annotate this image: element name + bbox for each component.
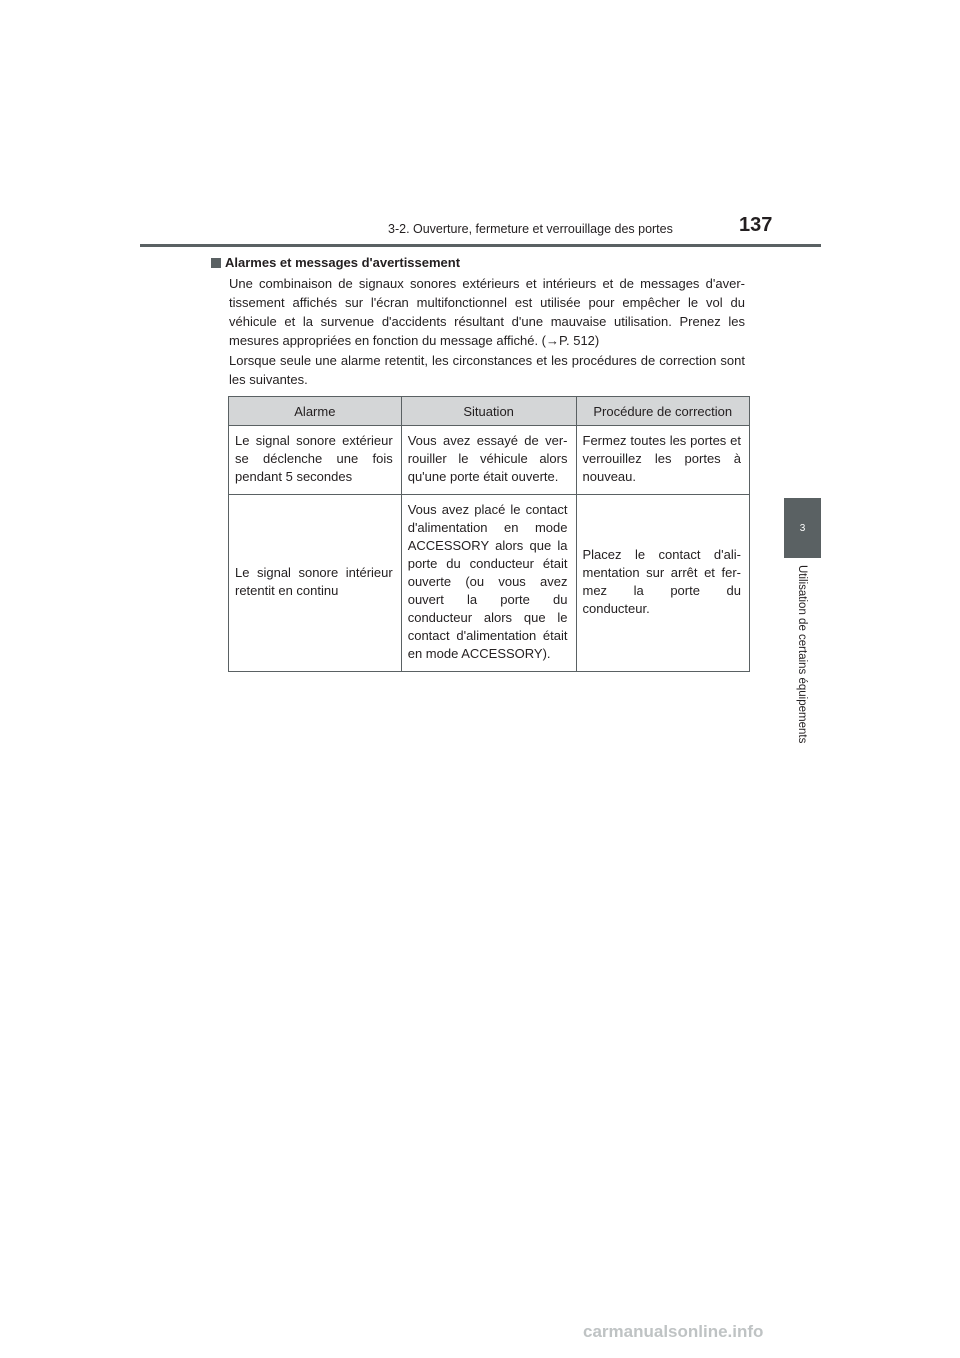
table-header-row: [229, 397, 750, 426]
table-cell-alarm: Le signal sonore extérieur se déclenche une fois pendant 5 secondes: [229, 426, 402, 495]
table-cell-procedure: Fermez toutes les portes et verrouillez les portes à nouveau.: [576, 426, 750, 495]
chapter-title: Utilisation de certains équipements: [796, 565, 808, 744]
column-header-alarm: Alarme: [229, 397, 402, 426]
table-cell-situation: Vous avez essayé de verrouiller le véhicule alors qu'une porte était ouverte.: [401, 426, 576, 495]
column-header-situation: Situation: [401, 397, 576, 426]
section-title: 3-2. Ouverture, fermeture et verrouillage des portes: [388, 222, 673, 236]
intro-paragraph: Une combinaison de signaux sonores extérieurs et intérieurs et de messages d'avertissement affichés sur l'écran multifonctionnel est utilisée pour empêcher le vol du véhicule et la survenue d'accidents résultant d'une mauvaise utilisation. Prenez les mesures appropriées en fonction du message affiché. (→P. 512): [229, 276, 745, 348]
bullet-square-icon: [211, 258, 221, 268]
page-number: 137: [739, 214, 773, 236]
table-cell-situation: Vous avez placé le contact d'alimentation en mode ACCESSORY alors que la porte du conducteur était ouverte (ou vous avez ouvert la porte du conducteur alors que le contact d'alimentation était en mode ACCESSORY).: [401, 495, 576, 672]
table-cell-alarm: Le signal sonore intérieur retentit en continu: [229, 495, 402, 672]
section-heading: [211, 255, 460, 270]
section-heading-text: Alarmes et messages d'avertissement: [225, 255, 461, 270]
chapter-number: 3: [799, 522, 806, 534]
column-header-procedure: Procédure de correction: [576, 397, 750, 426]
table-row: [229, 495, 750, 672]
watermark: carmanualsonline.info: [583, 1322, 764, 1341]
table-intro-paragraph: Lorsque seule une alarme retentit, les circonstances et les procédures de correction sont les suivantes.: [229, 353, 745, 387]
alarm-table: [228, 396, 750, 672]
table-cell-procedure: Placez le contact d'alimentation sur arrêt et fermez la porte du conducteur.: [576, 495, 750, 672]
table-row: [229, 426, 750, 495]
header-divider: [140, 244, 821, 247]
chapter-tab: [784, 498, 821, 558]
